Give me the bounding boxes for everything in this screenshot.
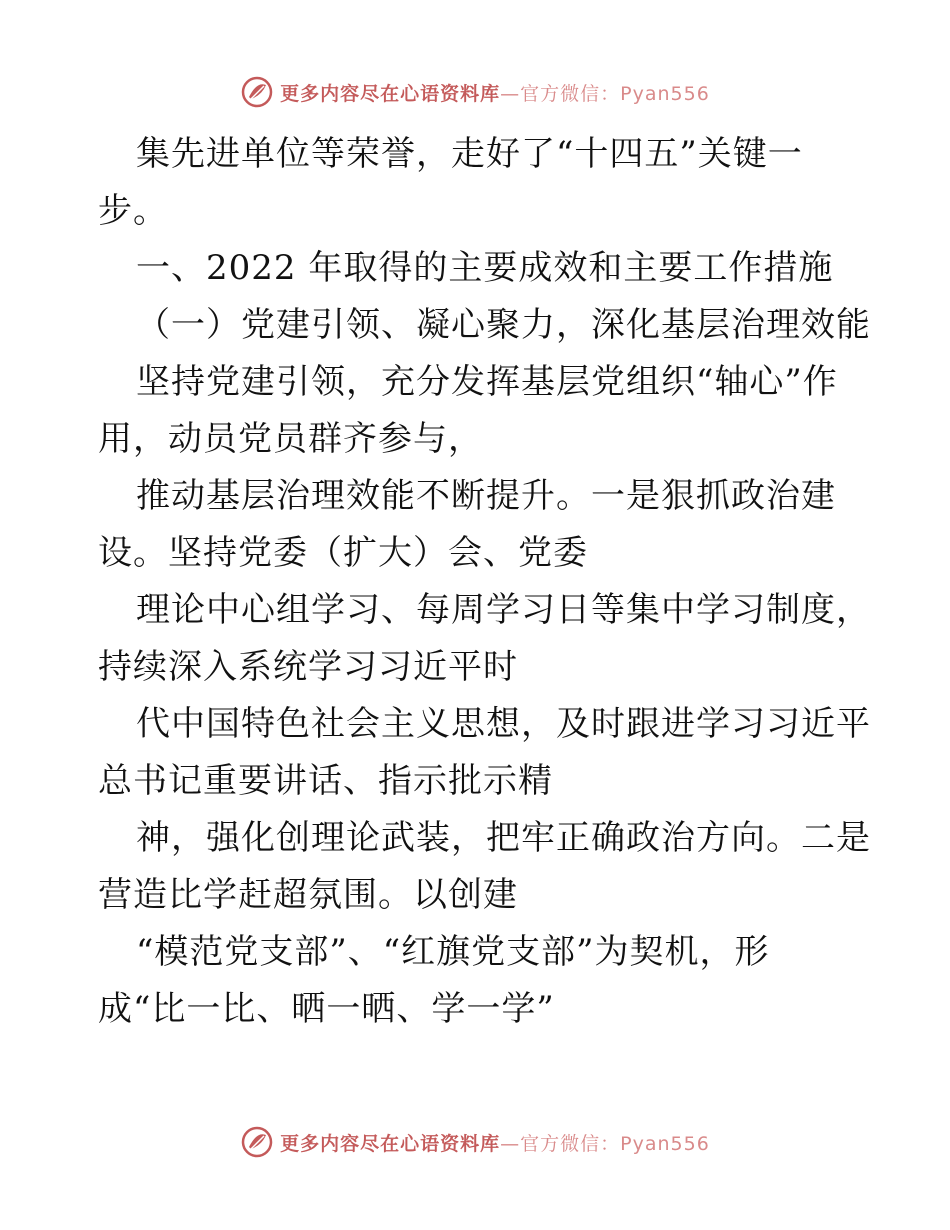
- header-watermark: [0, 72, 950, 112]
- watermark-text: 更多内容尽在心语资料库—官方微信：Pyan556: [280, 82, 710, 105]
- body-line-13: 神，强化创理论武装，把牢正确政治方向。二是: [136, 818, 871, 858]
- body-line-12: 总书记重要讲话、指示批示精: [98, 761, 553, 801]
- section-heading-1: 一、2022 年取得的主要成效和主要工作措施: [136, 248, 834, 288]
- subsection-heading-1: （一）党建引领、凝心聚力，深化基层治理效能: [136, 305, 871, 345]
- leaf-seal-logo-icon: [240, 75, 274, 109]
- body-line-14: 营造比学赶超氛围。以创建: [98, 875, 518, 915]
- body-line-6: 用，动员党员群齐参与，: [98, 419, 483, 459]
- body-line-1: 集先进单位等荣誉，走好了“十四五”关键一: [136, 134, 803, 174]
- body-line-8: 设。坚持党委（扩大）会、党委: [98, 533, 588, 573]
- document-body: [98, 126, 871, 1038]
- body-line-7: 推动基层治理效能不断提升。一是狠抓政治建: [136, 476, 836, 516]
- leaf-seal-logo-icon: [240, 1125, 274, 1159]
- watermark-text: 更多内容尽在心语资料库—官方微信：Pyan556: [280, 1132, 710, 1155]
- body-line-16: 成“比一比、晒一晒、学一学”: [98, 989, 555, 1029]
- footer-watermark: [0, 1122, 950, 1162]
- body-line-15: “模范党支部”、“红旗党支部”为契机，形: [136, 932, 770, 972]
- body-line-10: 持续深入系统学习习近平时: [98, 647, 518, 687]
- body-line-11: 代中国特色社会主义思想，及时跟进学习习近平: [136, 704, 871, 744]
- body-line-9: 理论中心组学习、每周学习日等集中学习制度，: [136, 590, 871, 630]
- body-line-5: 坚持党建引领，充分发挥基层党组织“轴心”作: [136, 362, 838, 402]
- body-line-2: 步。: [98, 191, 168, 231]
